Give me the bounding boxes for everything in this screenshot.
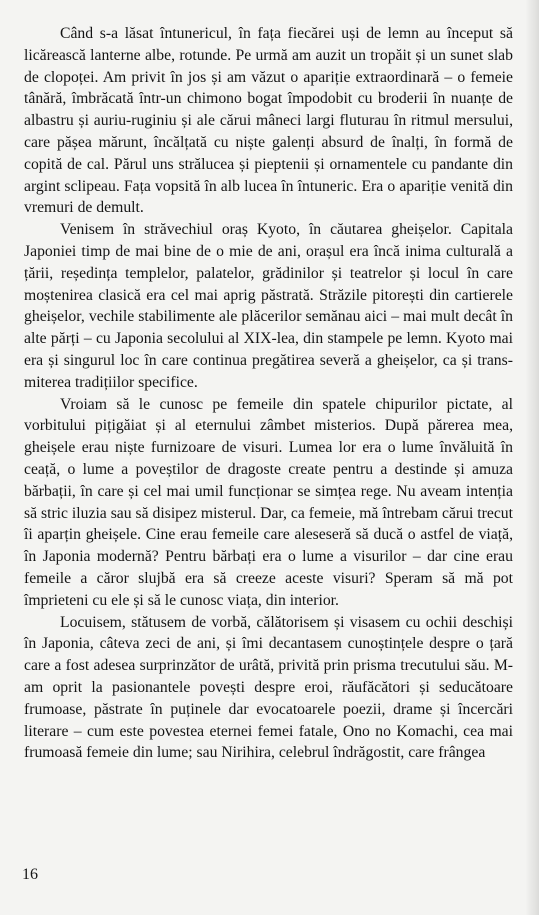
- paragraph-4: Locuisem, stătusem de vorbă, călătorisem și visasem cu ochii deschiși în Japonia, câteva zeci de ani, și îmi decantasem cunoștințele despre o țară care a fost adesea surprinzător de urâtă, privită prin prisma trecutului său. M-am oprit la pasionantele povești despre eroi, răufăcători și seducătoare frumoase, păstrate în puținele dar evocatoarele poezii, drame și încercări literare – cum este povestea eternei femei fatale, Ono no Komachi, cea mai frumoasă femeie din lume; sau Nirihira, celebrul îndrăgostit, care frângea: [24, 613, 513, 762]
- paragraph-1: Când s-a lăsat întunericul, în fața fiecărei uși de lemn au început să licărească lanterne albe, rotunde. Pe urmă am auzit un tropăit și un sunet slab de clopoței. Am privit în jos și am văzut o apariție extraordinară – o femeie tânără, îmbrăcată într-un chimono bogat împodobit cu broderii în nuanțe de albastru și auriu-ruginiu și ale cărui mâneci largi fluturau în ritmul mersului, care pășea mărunt, încălțată cu niște galenți absurd de înalți, în formă de copită de cal. Părul uns strălucea și pieptenii și ornamentele cu pandante din argint sclipeau. Fața vopsită în alb lucea în întuneric. Era o apariție venită din vremuri de demult.: [24, 25, 513, 217]
- paragraph-2: Venisem în străvechiul oraș Kyoto, în căutarea gheișelor. Capitala Japoniei timp de mai bine de o mie de ani, orașul era încă inima culturală a țării, reședința templelor, palatelor, grădinilor și teatrelor și locul în care moștenirea clasică era cel mai aprig păstrată. Străzile pitorești din cartierele gheișelor, vechile stabilimente ale plăcerilor semănau aici – mai mult decât în alte părți – cu Japonia secolului al XIX-lea, din stampele pe lemn. Kyoto mai era și singurul loc în care continua pregătirea severă a gheișelor, ca și transmiterea tradițiilor specifice.: [24, 221, 513, 391]
- body-text: [24, 23, 513, 764]
- paragraph-3: Vroiam să le cunosc pe femeile din spatele chipurilor pictate, al vorbitului pițigăiat și al eternului zâmbet misterios. După părerea mea, gheișele erau niște furnizoare de visuri. Lumea lor era o lume învăluită în ceață, o lume a poveștilor de dragoste create pentru a destinde și amuza bărbații, în care și cel mai umil funcționar se simțea rege. Nu aveam intenția să stric iluzia sau să disipez misterul. Dar, ca femeie, mă întrebam cărui trecut îi aparțin gheișele. Cine erau femeile care aleseseră să ducă o astfel de viață, în Japonia modernă? Pentru bărbați era o lume a visurilor – dar cine erau femeile a căror slujbă era să creeze aceste visuri? Speram să mă pot împrieteni cu ele și să le cunosc viața, din interior.: [24, 395, 513, 609]
- page-number: 16: [22, 866, 38, 883]
- page-edge-shadow: [525, 0, 539, 915]
